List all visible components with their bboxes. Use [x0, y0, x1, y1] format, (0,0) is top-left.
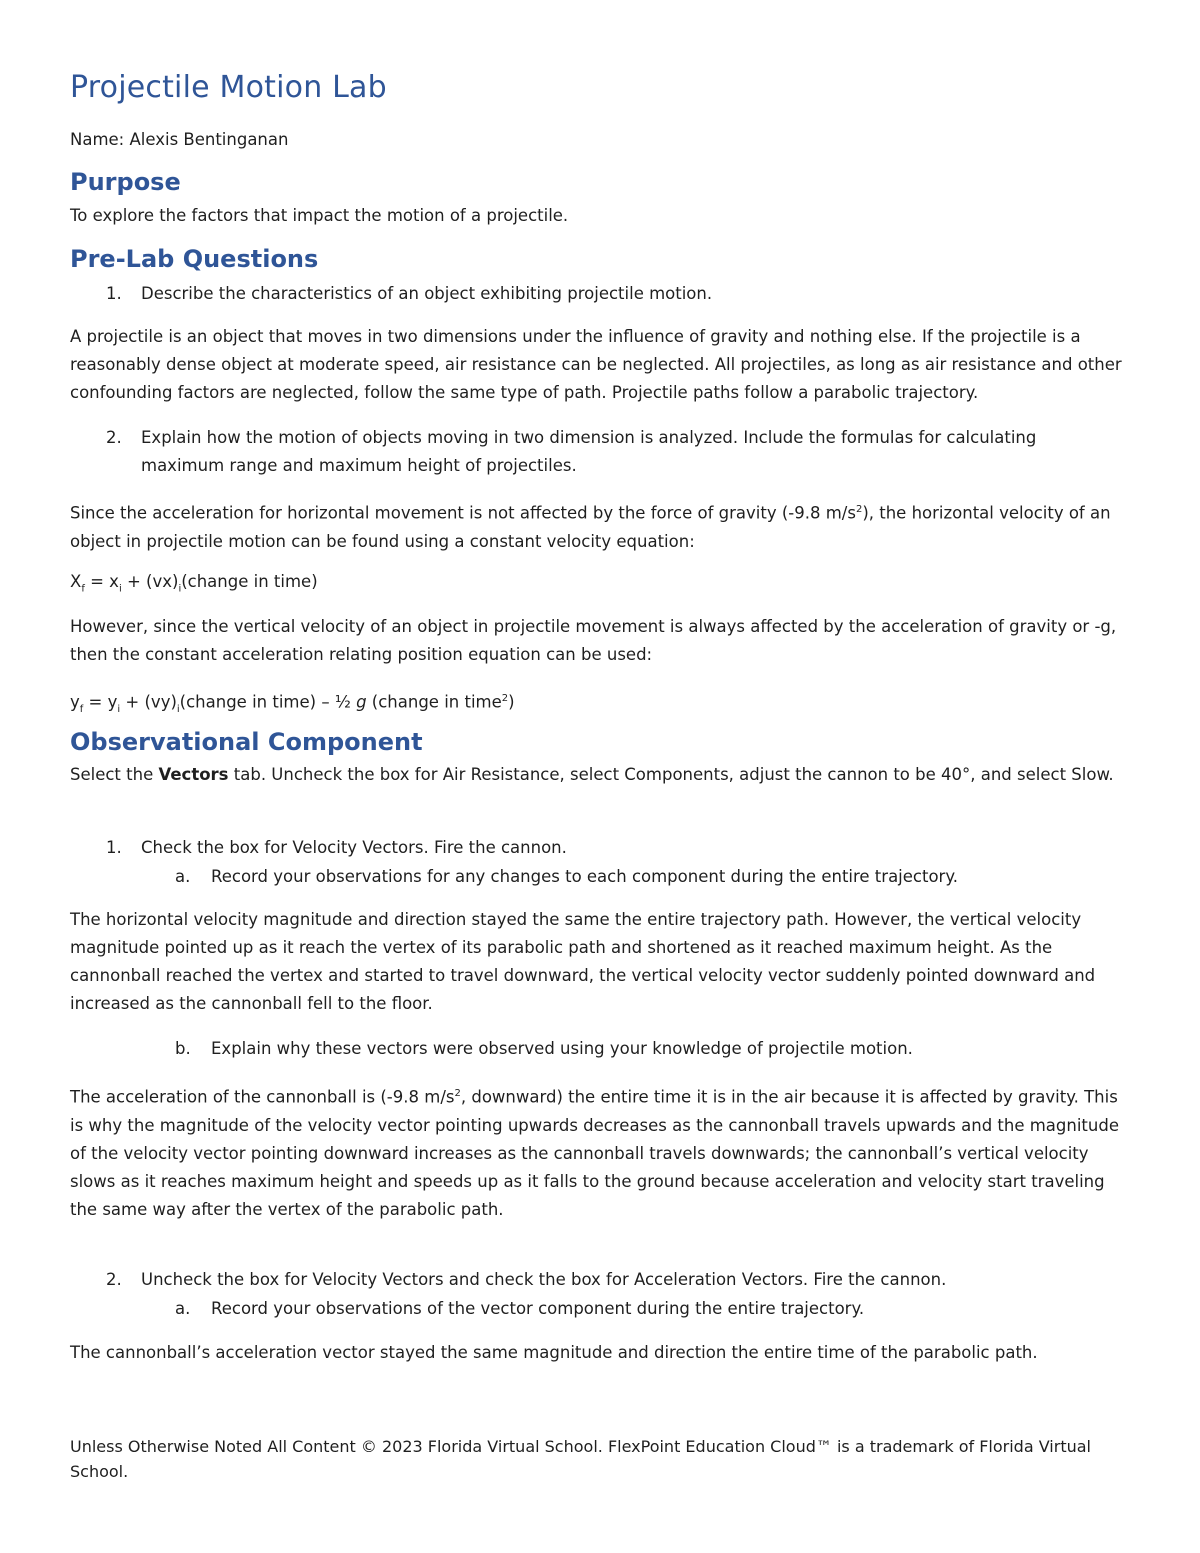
page-title: Projectile Motion Lab	[70, 70, 387, 105]
step-2: Uncheck the box for Velocity Vectors and check the box for Acceleration Vectors. Fire the cannon.	[141, 1270, 947, 1289]
answer-step-1b: The acceleration of the cannonball is (-9.8 $m/s^2$, downward) the entire time it is in the air because it is affected by gravity. This is why the magnitude of the velocity vector pointing upwards decreases as the cannonball travels upwards and the magnitude of the velocity vector pointing downward increases as the cannonball travels downwards; the cannonball’s vertical velocity slows as it reaches maximum height and speeds up as it falls to the ground because acceleration and velocity start traveling the same way after the vertex of the parabolic path.	[70, 1087, 1119, 1219]
observational-heading: Observational Component	[70, 728, 423, 756]
step-2-number: 2.	[106, 1270, 122, 1289]
horizontal-position-equation: $X_f = x_i$ + $(vx)_i(change$ in time)	[70, 572, 318, 595]
vertical-position-equation: $y_f = y_i$ + $(vy)_i(change$ in time) – ½ g (change in time$^2$)	[70, 692, 515, 715]
question-2: Explain how the motion of objects moving in two dimension is analyzed. Include the formulas for calculating maximum range and maximum height of projectiles.	[141, 428, 1037, 475]
answer-step-1a: The horizontal velocity magnitude and direction stayed the same the entire trajectory path. However, the vertical velocity magnitude pointed up as it reach the vertex of its parabolic path and shortened as it reached maximum height. As the cannonball reached the vertex and started to travel downward, the vertical velocity vector suddenly pointed downward and increased as the cannonball fell to the floor.	[70, 910, 1096, 1013]
purpose-heading: Purpose	[70, 168, 181, 196]
answer-2-paragraph-2: However, since the vertical velocity of an object in projectile movement is always affected by the acceleration of gravity or -g, then the constant acceleration relating position equation can be used:	[70, 617, 1117, 664]
answer-2-paragraph-1: Since the acceleration for horizontal movement is not affected by the force of gravity (-9.8 $m/s^2$), the horizontal velocity of an object in projectile motion can be found using a constant velocity equation:	[70, 503, 1111, 551]
step-1-number: 1.	[106, 838, 122, 857]
step-2a: Record your observations of the vector component during the entire trajectory.	[211, 1299, 865, 1318]
question-2-number: 2.	[106, 428, 122, 447]
answer-1: A projectile is an object that moves in two dimensions under the influence of gravity and nothing else. If the projectile is a reasonably dense object at moderate speed, air resistance can be neglected. All projectiles, as long as air resistance and other confounding factors are neglected, follow the same type of path. Projectile paths follow a parabolic trajectory.	[70, 327, 1122, 402]
copyright-footer: Unless Otherwise Noted All Content © 2023 Florida Virtual School. FlexPoint Education Cloud™ is a trademark of Florida Virtual School.	[70, 1437, 1091, 1481]
step-1: Check the box for Velocity Vectors. Fire the cannon.	[141, 838, 567, 857]
question-1-number: 1.	[106, 284, 122, 303]
observational-intro: Select the Vectors tab. Uncheck the box for Air Resistance, select Components, adjust the cannon to be 40°, and select Slow.	[70, 765, 1114, 784]
prelab-heading: Pre-Lab Questions	[70, 245, 319, 273]
student-name: Name: Alexis Bentinganan	[70, 130, 289, 149]
step-1a: Record your observations for any changes to each component during the entire trajectory.	[211, 867, 958, 886]
purpose-text: To explore the factors that impact the motion of a projectile.	[70, 206, 569, 225]
question-1: Describe the characteristics of an object exhibiting projectile motion.	[141, 284, 713, 303]
step-1b-letter: b.	[175, 1039, 191, 1058]
step-2a-letter: a.	[175, 1299, 191, 1318]
step-1a-letter: a.	[175, 867, 191, 886]
answer-step-2a: The cannonball’s acceleration vector stayed the same magnitude and direction the entire time of the parabolic path.	[70, 1343, 1038, 1362]
step-1b: Explain why these vectors were observed using your knowledge of projectile motion.	[211, 1039, 913, 1058]
